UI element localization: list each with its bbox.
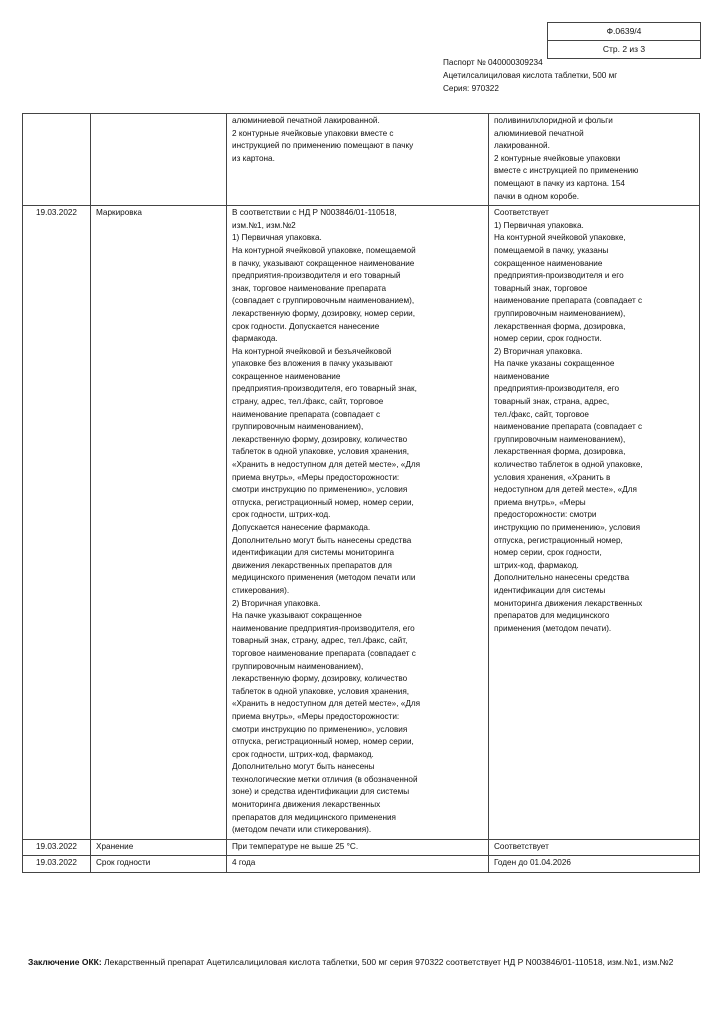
result-line: препаратов для медицинского <box>494 611 610 621</box>
requirement-cell <box>227 114 489 206</box>
result-line: 2 контурные ячейковые упаковки <box>494 153 621 163</box>
requirement-line: отпуска, регистрационный номер, номер серии, <box>232 497 414 507</box>
result-line: поливинилхлоридной и фольги <box>494 116 613 125</box>
requirement-line: в пачку, указывают сокращенное наименование <box>232 258 415 268</box>
requirement-line: лекарственную форму, дозировку, количество <box>232 674 408 684</box>
requirement-line: таблеток в одной упаковке, условия хранения, <box>232 686 410 696</box>
passport-header <box>443 56 617 95</box>
form-info-box <box>547 22 701 59</box>
date-cell: 19.03.2022 <box>23 206 91 840</box>
requirement-line: стикерования). <box>232 585 290 595</box>
result-line: наименование <box>494 371 550 381</box>
result-line: Дополнительно нанесены средства <box>494 573 630 583</box>
requirement-line: технологические метки отличия (в обозначенной <box>232 774 418 784</box>
requirement-line: препаратов для медицинского применения <box>232 812 396 822</box>
requirement-line: 1) Первичная упаковка. <box>232 233 322 243</box>
parameter-cell <box>91 114 227 206</box>
requirement-line: торговое наименование препарата (совпадает с <box>232 648 416 658</box>
result-line: приема внутрь», «Меры <box>494 497 586 507</box>
requirement-cell <box>227 839 489 856</box>
requirement-line: товарный знак, страну, адрес, тел./факс, сайт, <box>232 636 408 646</box>
requirement-line: отпуска, регистрационный номер, номер серии, <box>232 737 414 747</box>
passport-number: Паспорт № 040000309234 <box>443 58 543 67</box>
series-number: Серия: 970322 <box>443 84 499 93</box>
result-line: Соответствует <box>494 208 549 218</box>
requirement-line: (методом печати или стикерования). <box>232 825 372 835</box>
result-line: идентификации для системы <box>494 585 606 595</box>
parameter-cell: Маркировка <box>91 206 227 840</box>
requirement-line: мониторинга движения лекарственных <box>232 800 381 810</box>
requirement-line: группировочным наименованием), <box>232 422 364 432</box>
requirement-line: приема внутрь», «Меры предосторожности: <box>232 472 400 482</box>
requirement-line: Дополнительно могут быть нанесены <box>232 762 375 772</box>
requirement-cell <box>227 206 489 840</box>
result-cell <box>489 206 700 840</box>
requirement-line: смотри инструкцию по применению», условия <box>232 724 408 734</box>
requirement-line: При температуре не выше 25 °С. <box>232 841 359 851</box>
requirement-line: предприятия-производителя, его товарный знак, <box>232 384 417 394</box>
requirement-line: предприятия-производителя и его товарный <box>232 271 401 281</box>
requirement-line: На контурной ячейковой и безъячейковой <box>232 346 392 356</box>
result-line: отпуска, регистрационный номер, <box>494 535 623 545</box>
result-line: лакированной. <box>494 141 550 151</box>
result-cell <box>489 856 700 873</box>
result-line: пачки в одном коробе. <box>494 191 580 201</box>
requirement-line: движения лекарственных препаратов для <box>232 560 392 570</box>
result-line: номер серии, срок годности. <box>494 334 602 344</box>
result-line: вместе с инструкцией по применению <box>494 166 639 176</box>
result-line: товарный знак, торговое <box>494 283 588 293</box>
quality-table <box>22 113 700 873</box>
requirement-line: знак, торговое наименование препарата <box>232 283 387 293</box>
conclusion-text: Лекарственный препарат Ацетилсалициловая кислота таблетки, 500 мг серия 970322 соответствует НД Р N003846/01-110518, изм.№1, изм.№2 <box>101 957 674 967</box>
result-line: Годен до 01.04.2026 <box>494 858 571 868</box>
requirement-line: 4 года <box>232 858 256 868</box>
conclusion <box>28 955 688 969</box>
result-line: предприятия-производителя, его <box>494 384 620 394</box>
requirement-line: 2 контурные ячейковые упаковки вместе с <box>232 128 394 138</box>
result-line: инструкцию по применению», условия <box>494 523 641 532</box>
table-row <box>23 856 700 873</box>
requirement-line: алюминиевой печатной лакированной. <box>232 116 380 125</box>
requirement-line: сокращенное наименование <box>232 371 341 381</box>
result-line: сокращенное наименование <box>494 258 603 268</box>
result-line: На пачке указаны сокращенное <box>494 359 615 369</box>
requirement-line: 2) Вторичная упаковка. <box>232 598 321 608</box>
requirement-line: изм.№1, изм.№2 <box>232 220 296 230</box>
requirement-line: Дополнительно могут быть нанесены средства <box>232 535 412 545</box>
requirement-cell <box>227 856 489 873</box>
requirement-line: группировочным наименованием), <box>232 661 364 671</box>
result-line: наименование препарата (совпадает с <box>494 422 643 432</box>
conclusion-label: Заключение ОКК: <box>28 957 102 967</box>
requirement-line: наименование препарата (совпадает с <box>232 409 381 419</box>
date-cell: 19.03.2022 <box>23 856 91 873</box>
result-line: товарный знак, страна, адрес, <box>494 397 610 407</box>
requirement-line: срок годности. Допускается нанесение <box>232 321 380 331</box>
result-line: алюминиевой печатной <box>494 128 584 138</box>
form-code: Ф.0639/4 <box>606 26 642 36</box>
requirement-line: таблеток в одной упаковке, условия хранения, <box>232 447 410 457</box>
result-line: предприятия-производителя и его <box>494 271 624 281</box>
requirement-line: «Хранить в недоступном для детей месте», «Для <box>232 699 421 709</box>
requirement-line: инструкцией по применению помещают в пачку <box>232 141 414 151</box>
requirement-line: срок годности, штрих-код, фармакод. <box>232 749 374 759</box>
result-line: наименование препарата (совпадает с <box>494 296 643 306</box>
requirement-line: Допускается нанесение фармакода. <box>232 523 371 532</box>
result-line: группировочным наименованием), <box>494 434 626 444</box>
result-line: 1) Первичная упаковка. <box>494 220 584 230</box>
result-line: помещаемой в пачку, указаны <box>494 245 609 255</box>
result-cell <box>489 114 700 206</box>
result-line: предосторожности: смотри <box>494 510 597 520</box>
table-row <box>23 114 700 206</box>
result-line: лекарственная форма, дозировка, <box>494 321 626 331</box>
page-number: Стр. 2 из 3 <box>548 40 700 58</box>
table-row <box>23 839 700 856</box>
product-name: Ацетилсалициловая кислота таблетки, 500 мг <box>443 71 618 80</box>
parameter-cell: Хранение <box>91 839 227 856</box>
requirement-line: (совпадает с группировочным наименованием), <box>232 296 415 306</box>
requirement-line: В соответствии с НД Р N003846/01-110518, <box>232 208 397 218</box>
requirement-line: смотри инструкцию по применению», условия <box>232 485 408 495</box>
result-line: условия хранения, «Хранить в <box>494 472 611 482</box>
result-line: мониторинга движения лекарственных <box>494 598 643 608</box>
table-row <box>23 206 700 840</box>
result-line: применения (методом печати). <box>494 623 612 633</box>
requirement-line: страну, адрес, тел./факс, сайт, торговое <box>232 397 384 407</box>
requirement-line: срок годности, штрих-код. <box>232 510 331 520</box>
requirement-line: идентификации для системы мониторинга <box>232 548 395 558</box>
result-line: количество таблеток в одной упаковке, <box>494 460 643 470</box>
requirement-line: зоне) и средства идентификации для системы <box>232 787 410 797</box>
result-line: группировочным наименованием), <box>494 308 626 318</box>
requirement-line: приема внутрь», «Меры предосторожности: <box>232 711 400 721</box>
result-line: номер серии, срок годности, <box>494 548 602 558</box>
result-line: Соответствует <box>494 841 549 851</box>
requirement-line: «Хранить в недоступном для детей месте», «Для <box>232 460 421 470</box>
result-line: 2) Вторичная упаковка. <box>494 346 583 356</box>
parameter-cell: Срок годности <box>91 856 227 873</box>
requirement-line: На пачке указывают сокращенное <box>232 611 362 621</box>
requirement-line: лекарственную форму, дозировку, номер серии, <box>232 308 416 318</box>
result-line: На контурной ячейковой упаковке, <box>494 233 626 243</box>
result-line: лекарственная форма, дозировка, <box>494 447 626 457</box>
requirement-line: медицинского применения (методом печати или <box>232 573 416 583</box>
requirement-line: упаковке без вложения в пачку указывают <box>232 359 393 369</box>
result-line: штрих-код, фармакод. <box>494 560 579 570</box>
result-line: тел./факс, сайт, торговое <box>494 409 589 419</box>
date-cell: 19.03.2022 <box>23 839 91 856</box>
result-line: недоступном для детей месте», «Для <box>494 485 637 495</box>
requirement-line: фармакода. <box>232 334 278 344</box>
result-line: помещают в пачку из картона. 154 <box>494 178 625 188</box>
result-cell <box>489 839 700 856</box>
requirement-line: из картона. <box>232 153 275 163</box>
requirement-line: На контурной ячейковой упаковке, помещаемой <box>232 245 416 255</box>
requirement-line: лекарственную форму, дозировку, количество <box>232 434 408 444</box>
date-cell <box>23 114 91 206</box>
requirement-line: наименование предприятия-производителя, его <box>232 623 415 633</box>
